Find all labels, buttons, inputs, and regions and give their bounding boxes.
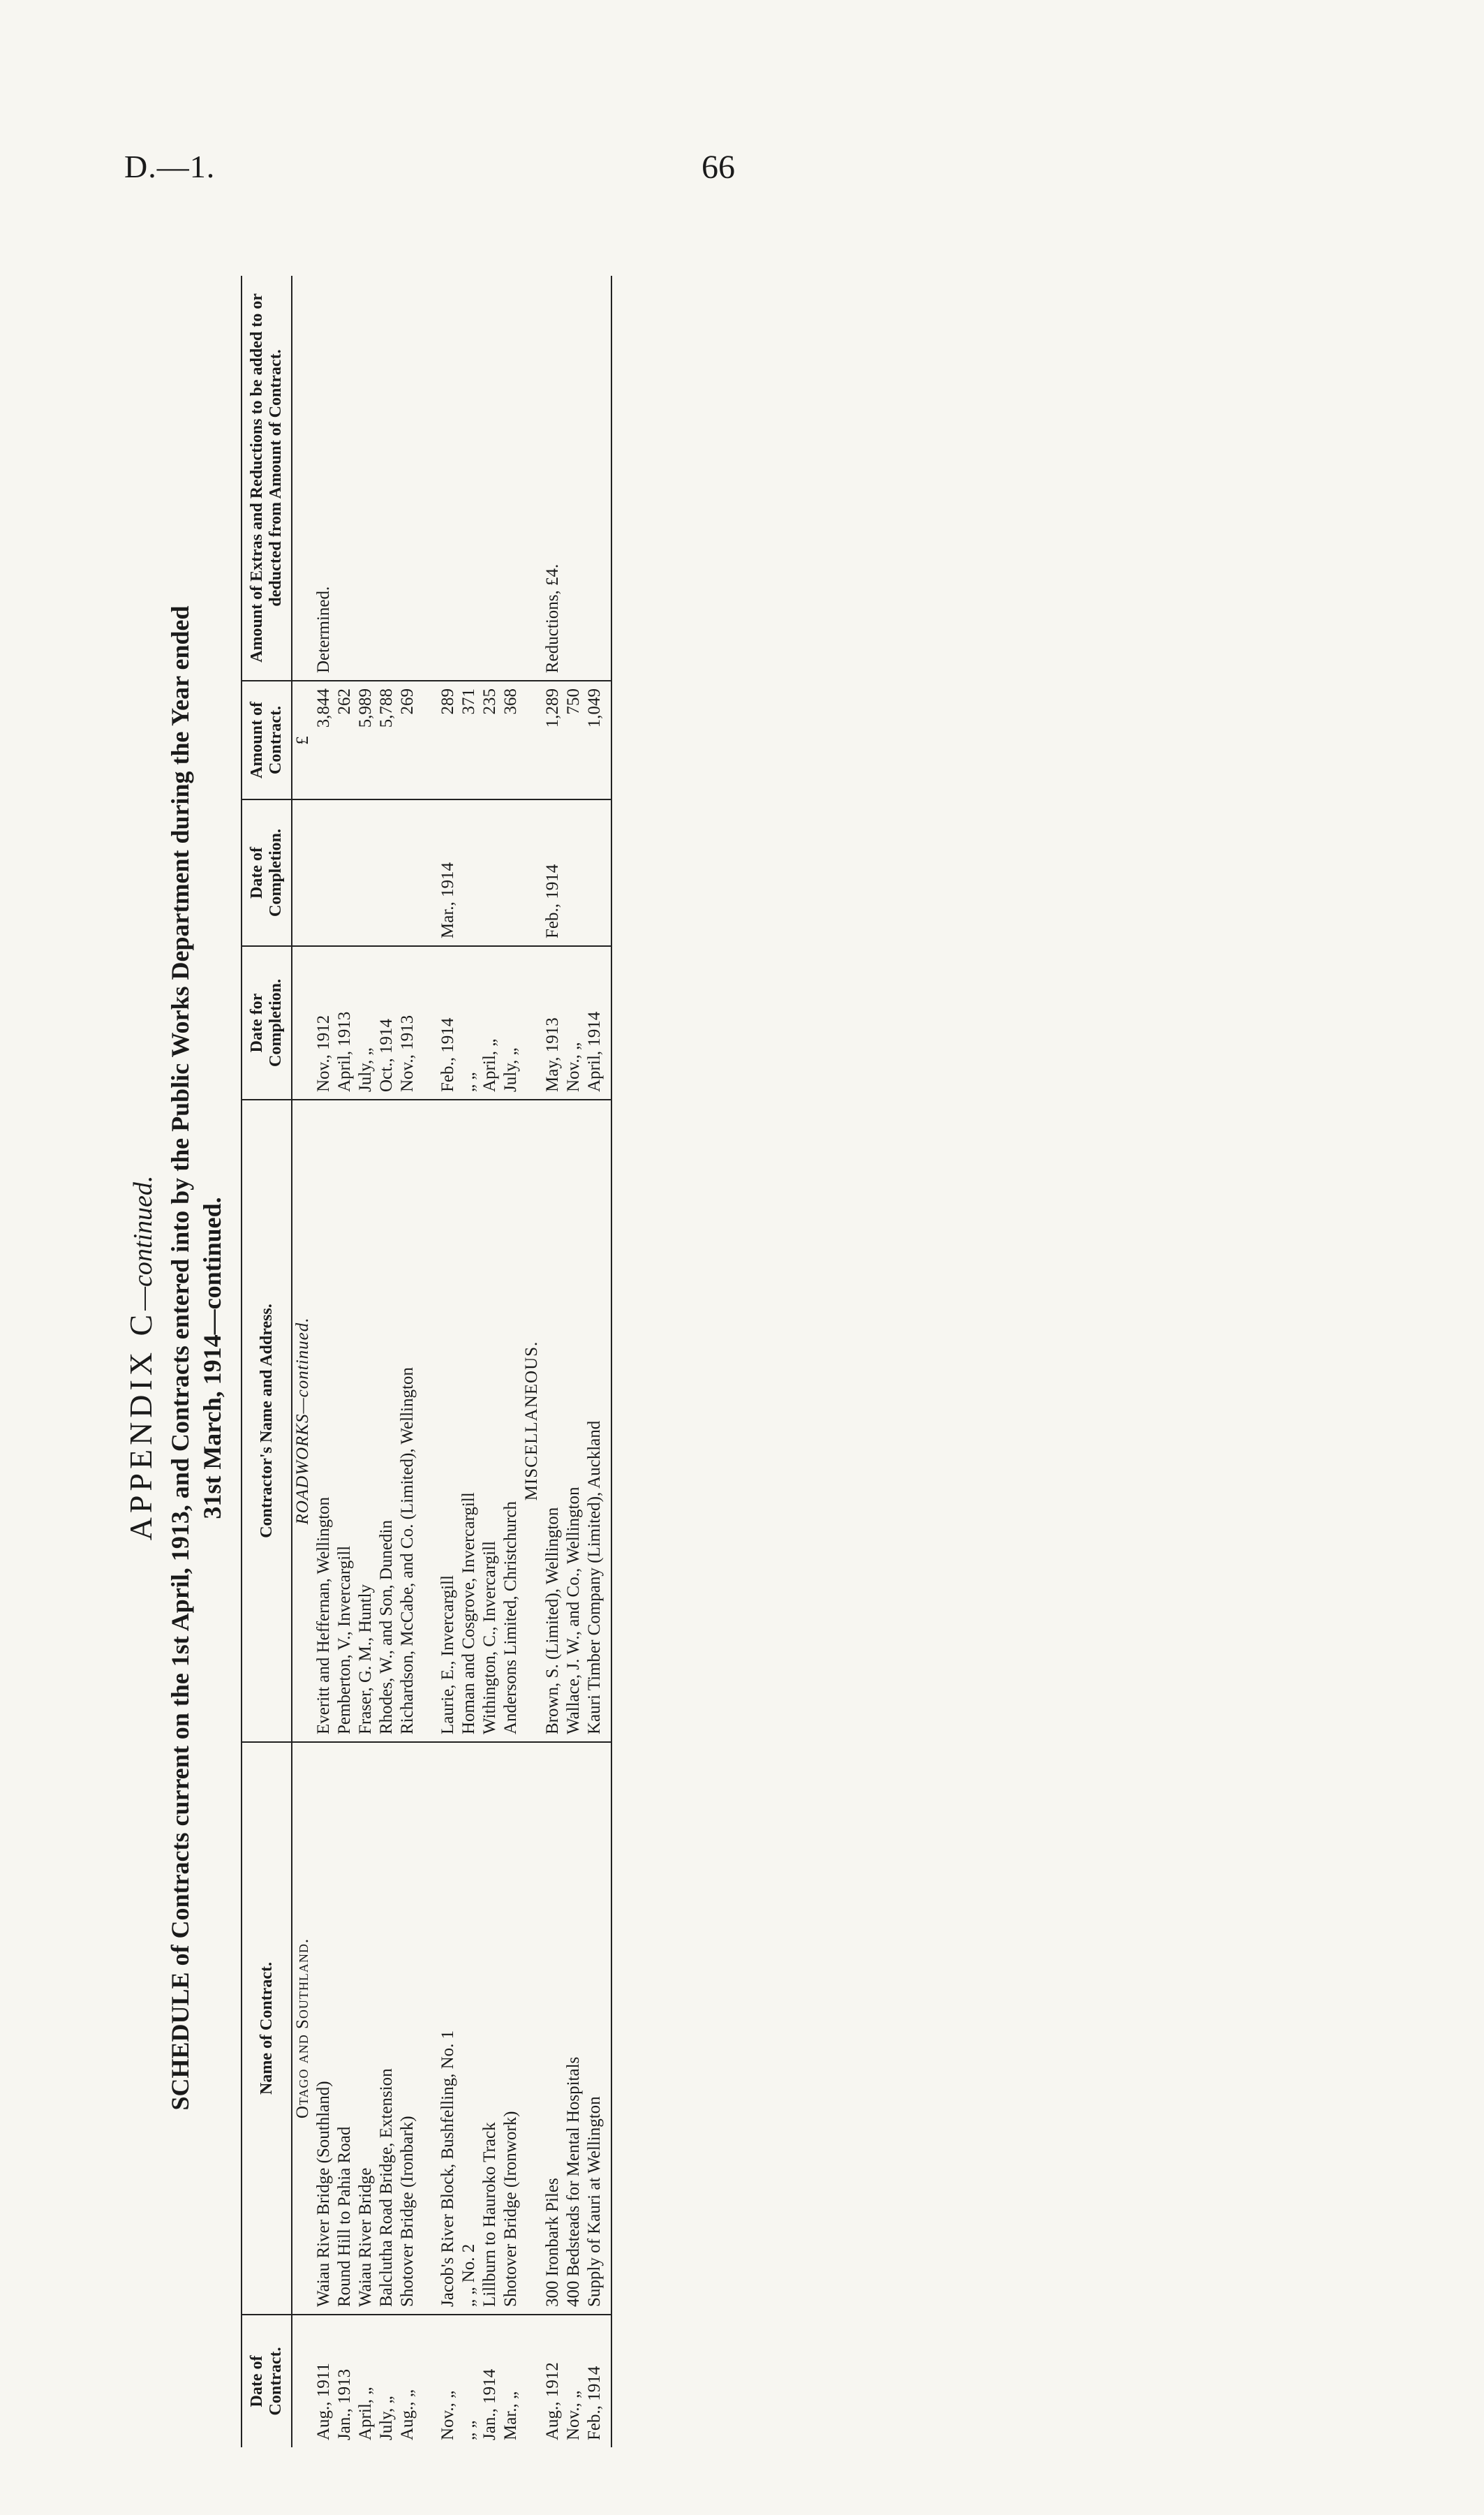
appendix-title [122,262,159,2454]
table-row: „ „ „ „ No. 2 Homan and Cosgrove, Invercargill „ „ 371 [459,276,480,2447]
roadworks-heading [292,1100,313,1742]
table-row: Feb., 1914 Supply of Kauri at Wellington Kauri Timber Company (Limited), Auckland April, 1914 1,049 [584,276,611,2447]
contracts-table [241,276,612,2447]
page-number: 66 [702,149,735,186]
schedule-title-line2: 31st March, 1914—continued. [198,1197,226,1519]
appendix-suffix: —continued. [128,1175,158,1311]
table-row: Aug., 1911 Waiau River Bridge (Southland) Everitt and Heffernan, Wellington Nov., 1912 3,844 Determined. [313,276,334,2447]
section-heading-row [521,276,542,2447]
rotated-schedule [122,262,1344,2454]
document-id: D.—1. [124,149,216,184]
col-date-for-completion: Date for Completion. [242,946,292,1100]
table-row: Aug., 1912 300 Ironbark Piles Brown, S. (Limited), Wellington May, 1913 Feb., 1914 1,289 Reductions, £4. [542,276,563,2447]
table-header-row [242,276,292,2447]
col-amount: Amount of Contract. [242,681,292,799]
col-date-of-contract: Date of Contract. [242,2315,292,2447]
schedule-title: SCHEDULE of Contracts current on the 1st April, 1913, and Contracts entered into by the Public Works Department during the Year ended [166,605,194,2111]
col-extras: Amount of Extras and Reductions to be added to or deducted from Amount of Contract. [242,276,292,681]
roadworks-heading-text: ROADWORKS—continued. [293,1317,312,1525]
spacer-row [418,276,438,2447]
table-row: Mar., „ Shotover Bridge (Ironwork) Andersons Limited, Christchurch July, „ 368 [500,276,521,2447]
currency-symbol: £ [292,681,313,799]
otago-heading: Otago and Southland. [292,1742,313,2315]
table-row: Nov., „ Jacob's River Block, Bushfelling, No. 1 Laurie, E., Invercargill Feb., 1914 Mar., 1914 289 [438,276,459,2447]
section-heading-row [292,276,313,2447]
table-row: Aug., „ Shotover Bridge (Ironbark) Richardson, McCabe, and Co. (Limited), Wellington Nov., 1913 269 [397,276,418,2447]
table-row: April, „ Waiau River Bridge Fraser, G. M., Huntly July, „ 5,989 [355,276,376,2447]
table-row: Nov., „ 400 Bedsteads for Mental Hospitals Wallace, J. W., and Co., Wellington Nov., „ 750 [563,276,584,2447]
table-row: Jan., 1914 Lillburn to Hauroko Track Withington, C., Invercargill April, „ 235 [480,276,500,2447]
col-date-of-completion: Date of Completion. [242,799,292,946]
col-contractor: Contractor's Name and Address. [242,1100,292,1742]
misc-heading: MISCELLANEOUS. [521,1100,542,1742]
col-name-of-contract: Name of Contract. [242,1742,292,2315]
table-row: July, „ Balclutha Road Bridge, Extension Rhodes, W., and Son, Dunedin Oct., 1914 5,788 [376,276,397,2447]
appendix-label: APPENDIX C [123,1310,158,1541]
table-row: Jan., 1913 Round Hill to Pahia Road Pemberton, V., Invercargill April, 1913 262 [334,276,355,2447]
